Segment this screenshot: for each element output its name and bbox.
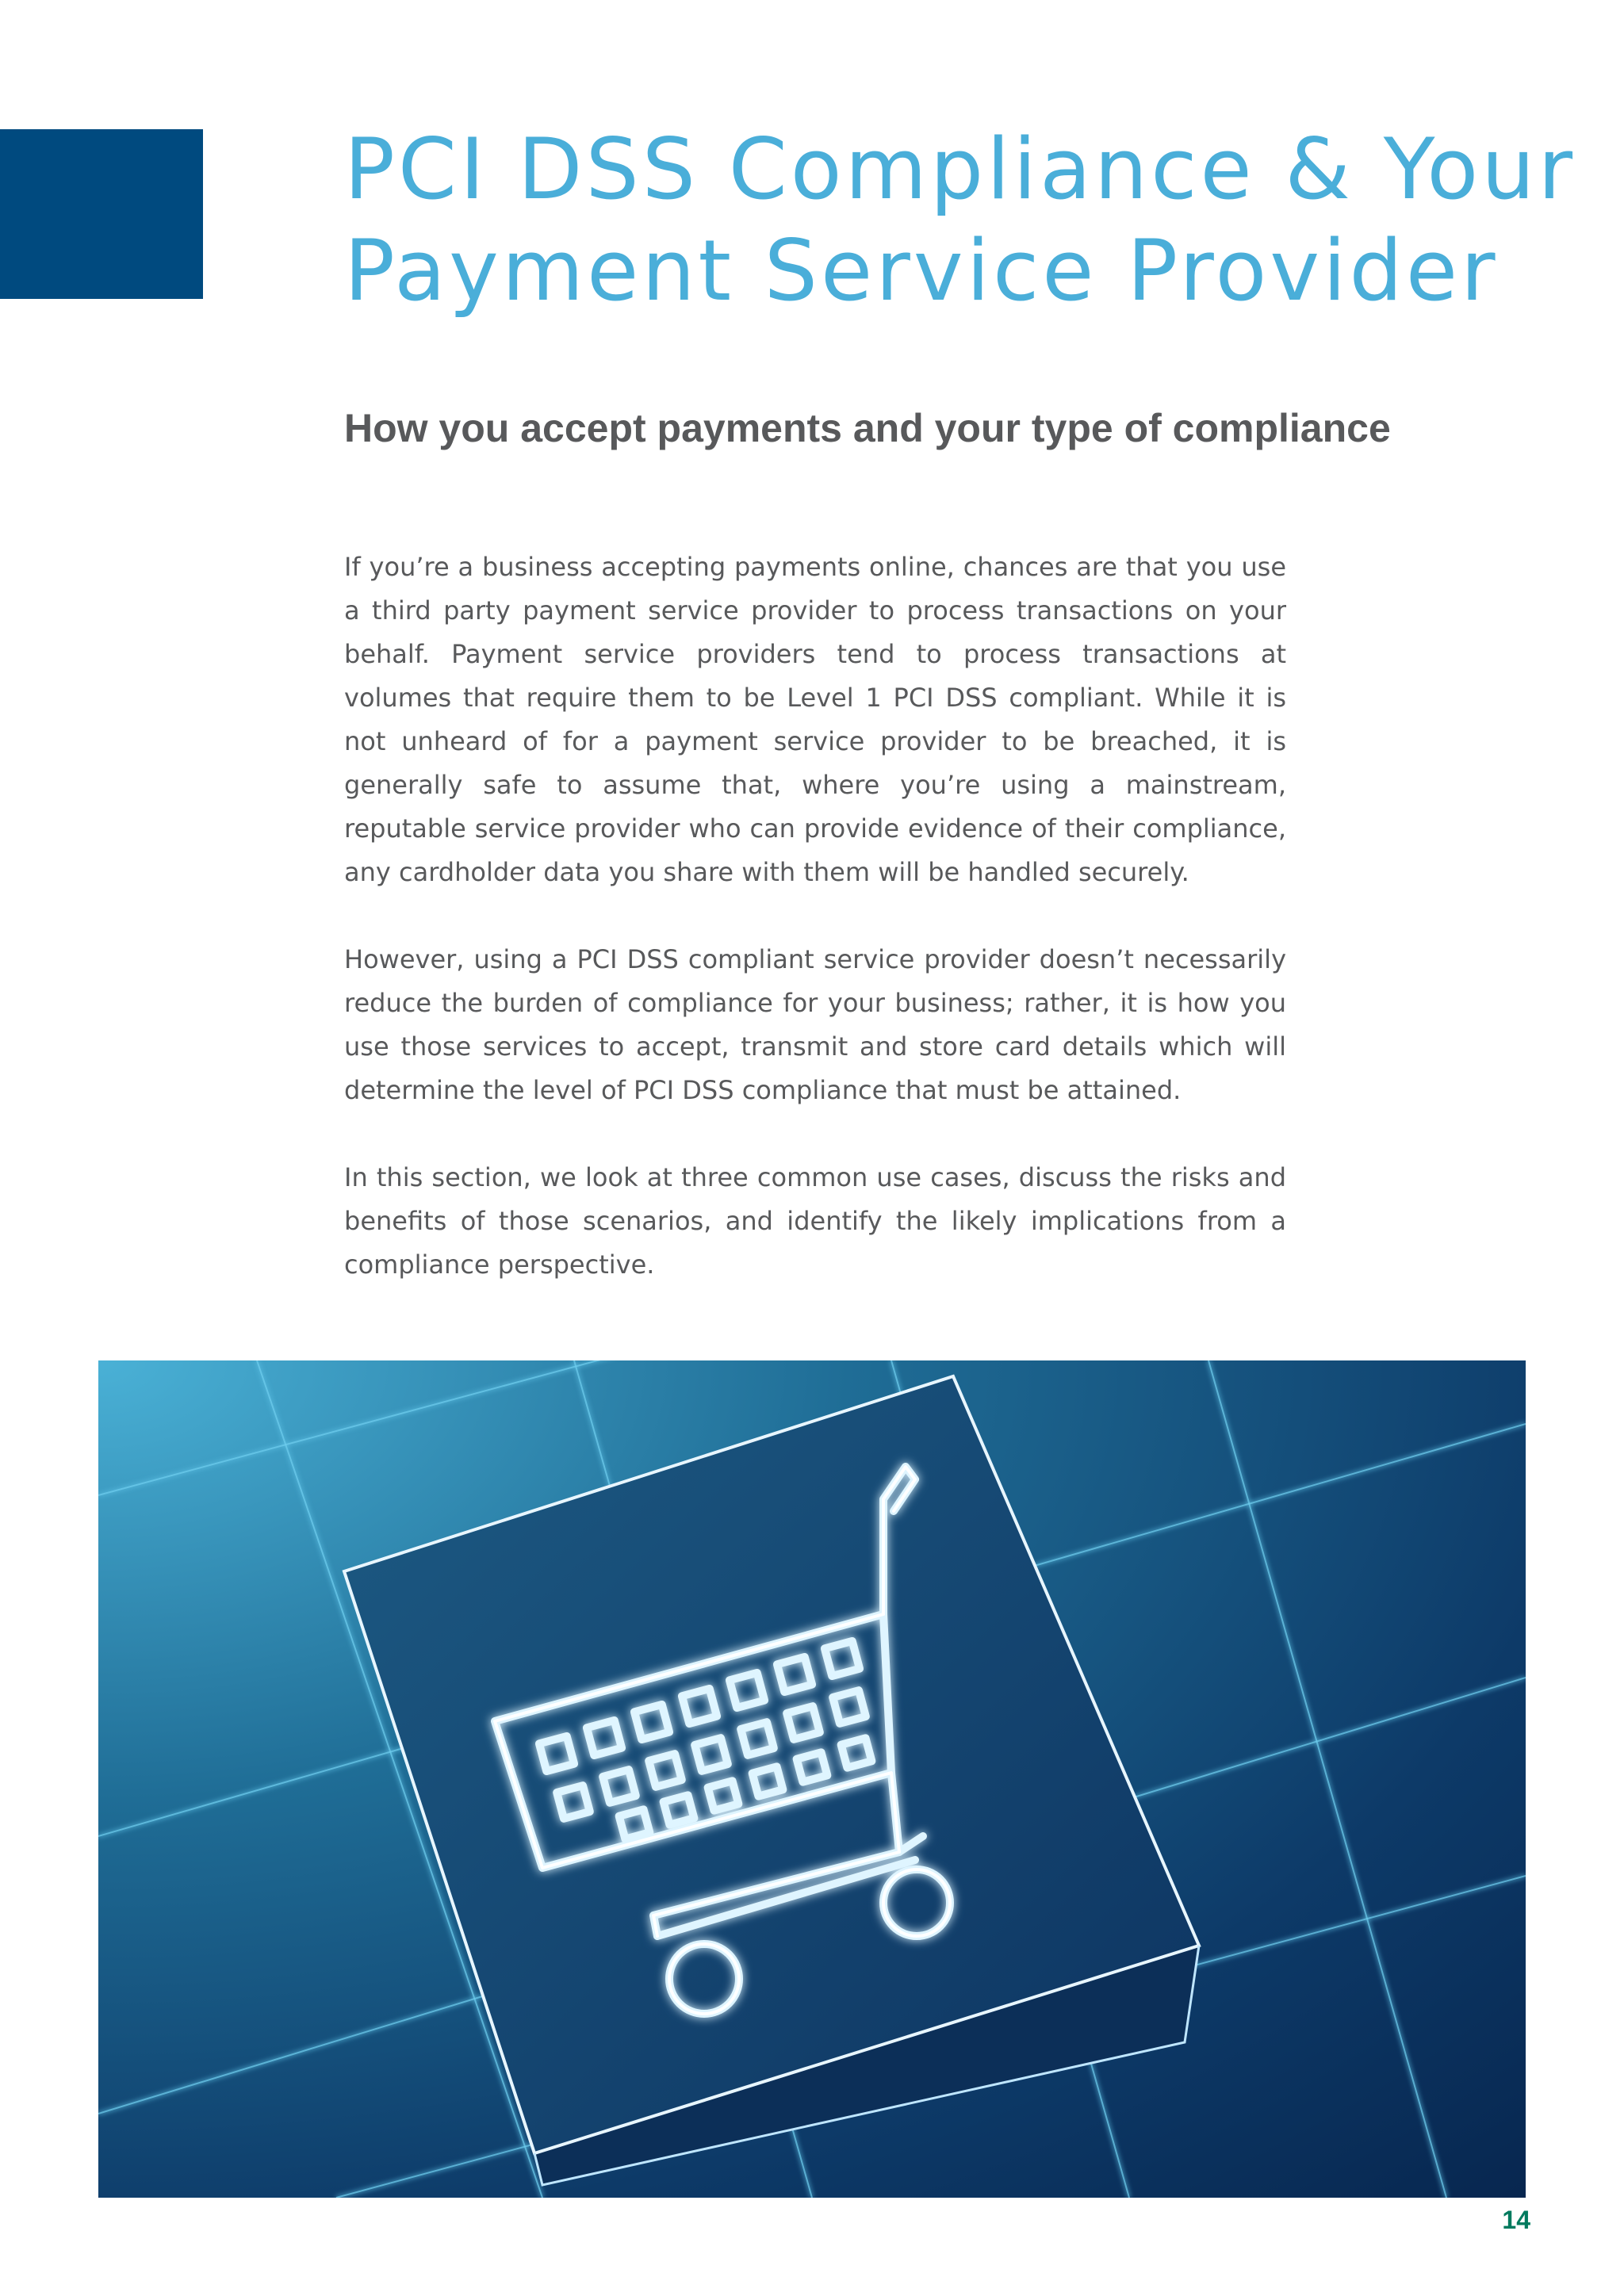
accent-block	[0, 129, 203, 299]
hero-image	[98, 1360, 1526, 2198]
page-title	[344, 119, 1576, 322]
paragraph-3: In this section, we look at three common use cases, discuss the risks and benefits of those scenarios, and identify the likely implications from a compliance perspective.	[344, 1162, 1286, 1280]
section-heading: How you accept payments and your type of compliance	[344, 406, 1391, 450]
page-title-line-2: Payment Service Provider	[344, 222, 1499, 320]
body-copy	[344, 545, 1286, 1330]
page-title-line-1: PCI DSS Compliance & Your	[344, 121, 1576, 218]
paragraph-1: If you’re a business accepting payments online, chances are that you use a third party payment service provider to process transactions on your behalf. Payment service providers tend to process transactions at volumes that require them to be Level 1 PCI DSS compliant. While it is not unheard of for a payment service provider to be breached, it is generally safe to assume that, where you’re using a mainstream, reputable service provider who can provide evidence of their compliance, any cardholder data you share with them will be handled securely.	[344, 552, 1286, 887]
page-number: 14	[1502, 2206, 1530, 2234]
paragraph-2: However, using a PCI DSS compliant service provider doesn’t necessarily reduce the burden of compliance for your business; rather, it is how you use those services to accept, transmit and store card details which will determine the level of PCI DSS compliance that must be attained.	[344, 944, 1286, 1105]
